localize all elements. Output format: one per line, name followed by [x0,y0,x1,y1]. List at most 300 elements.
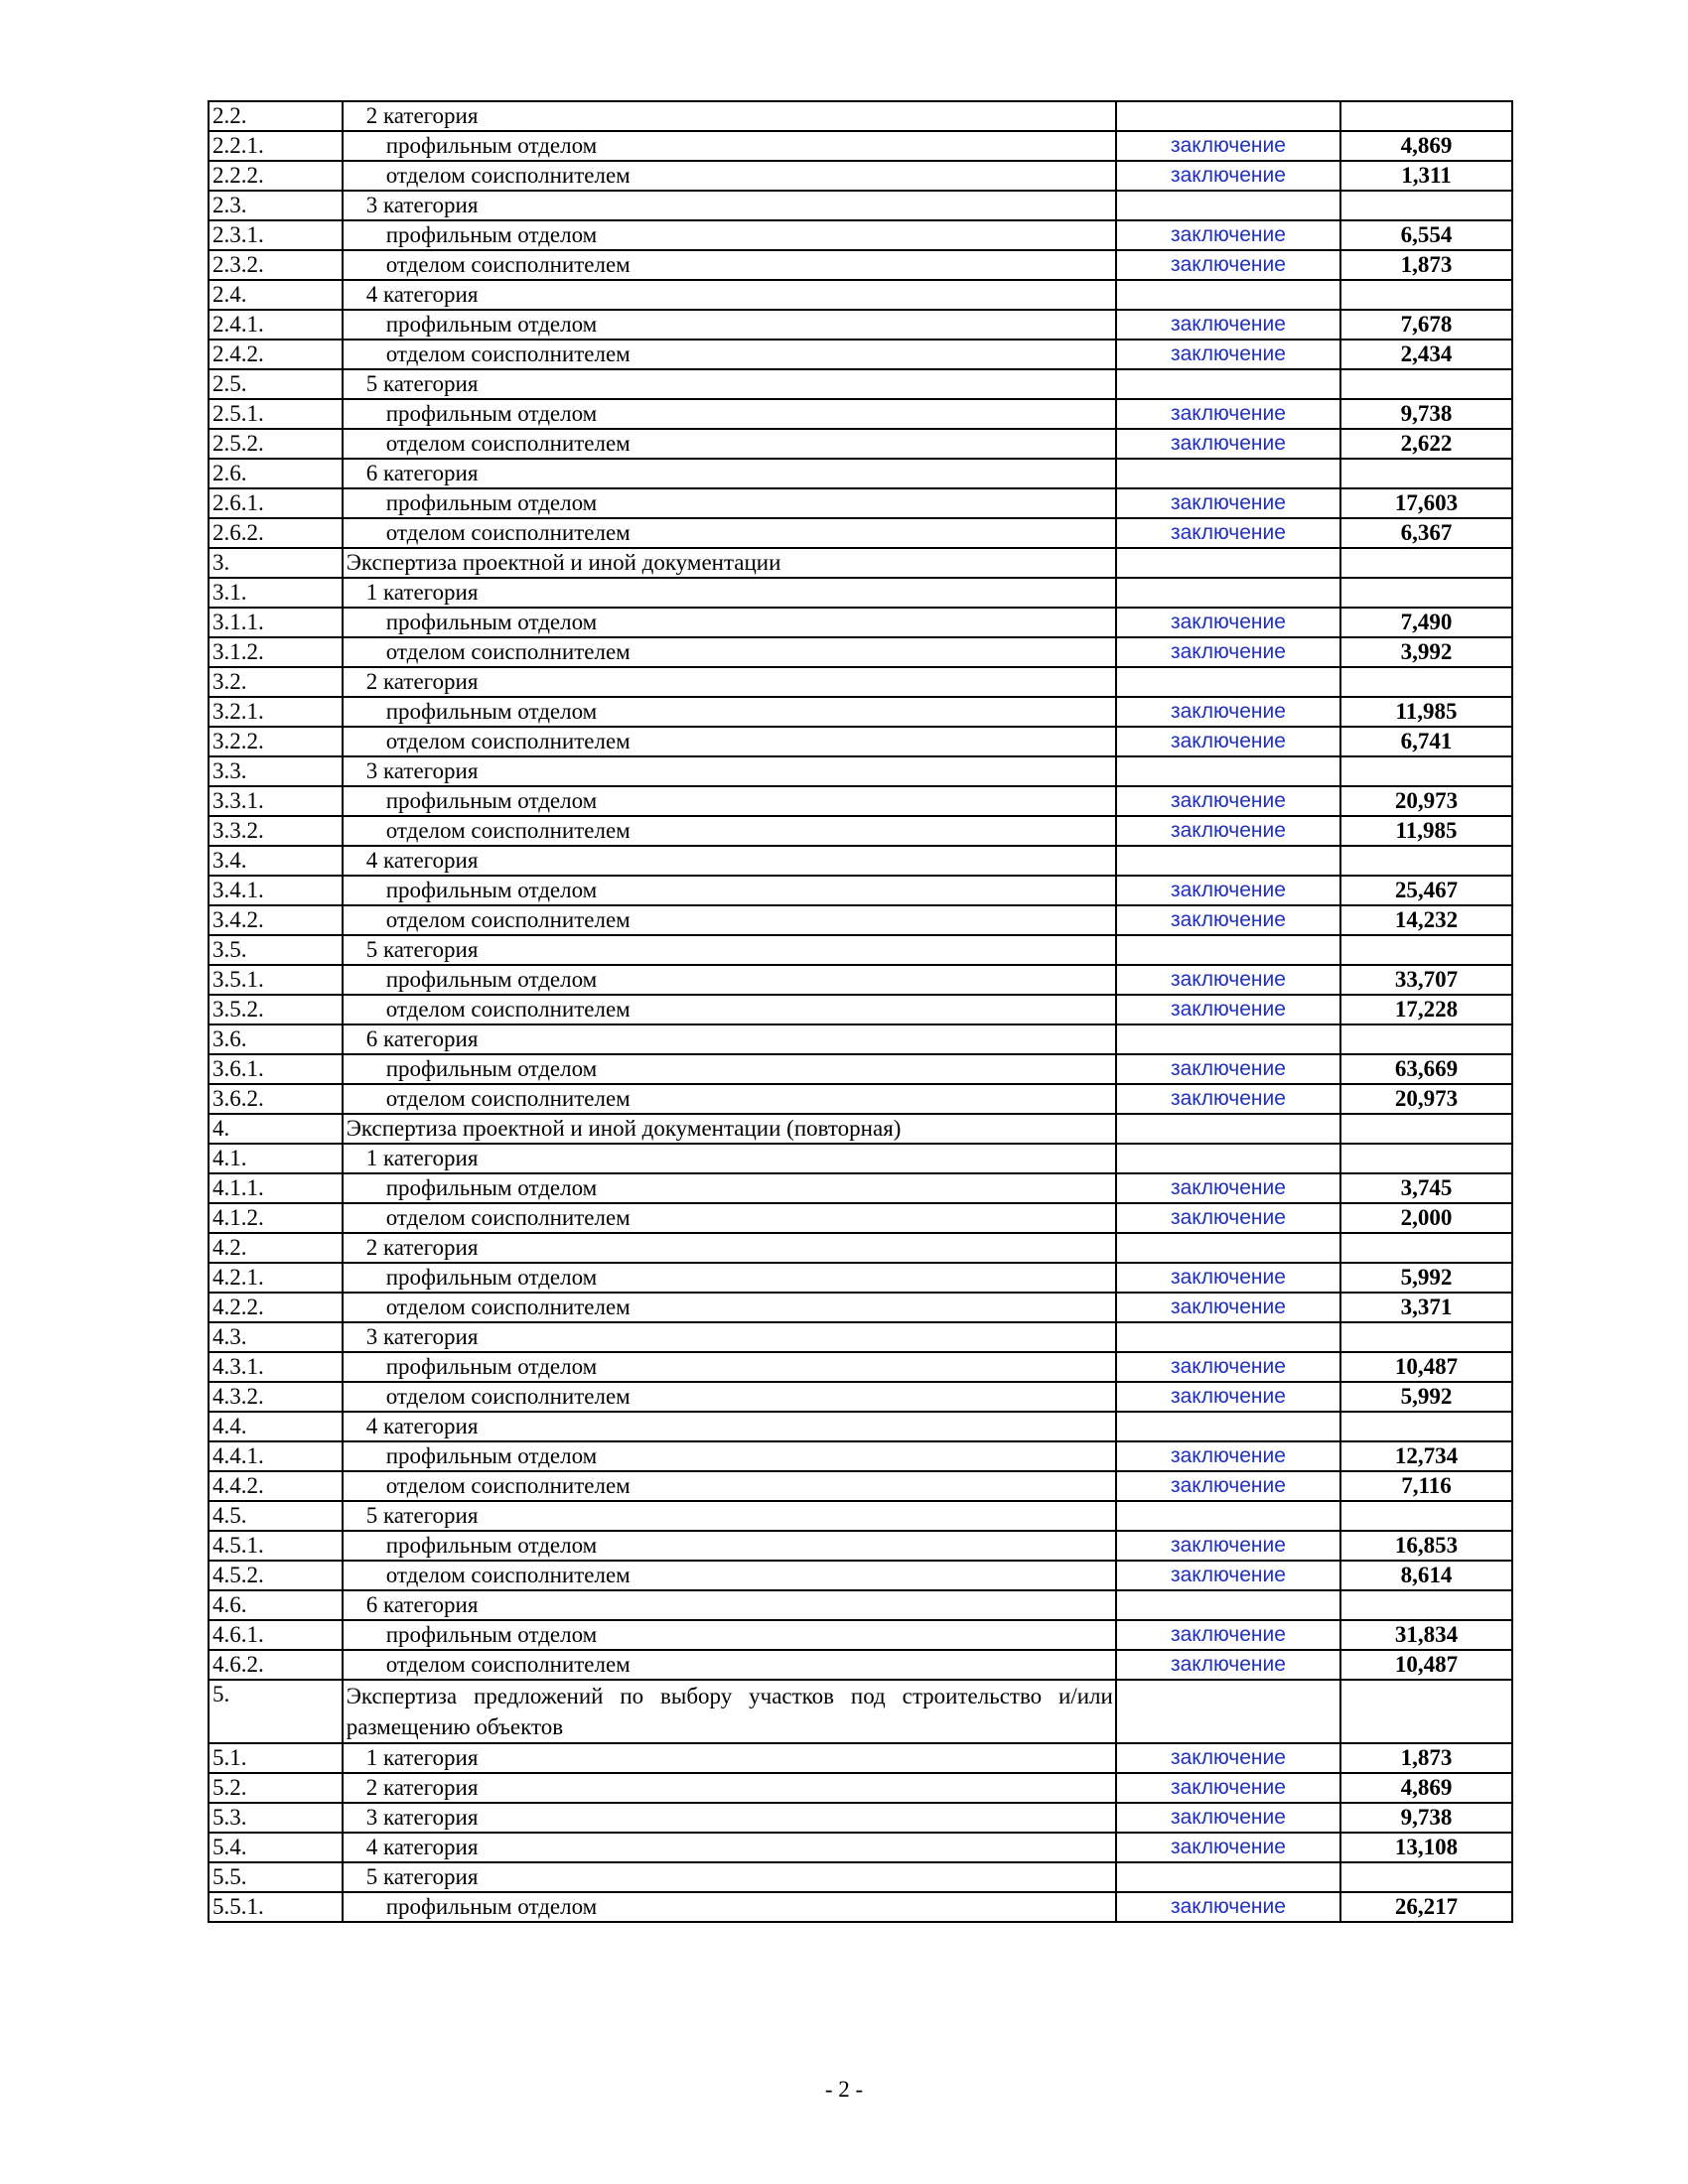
table-row [209,935,1512,965]
row-value [1340,667,1512,697]
row-unit [1116,578,1340,608]
row-unit: заключение [1116,727,1340,756]
row-description: профильным отделом [343,1892,1116,1922]
row-value: 10,487 [1340,1650,1512,1680]
row-number: 3.3. [209,756,343,786]
row-description: 2 категория [343,101,1116,131]
row-unit: заключение [1116,1441,1340,1471]
row-value [1340,1233,1512,1263]
row-unit [1116,1114,1340,1144]
row-unit [1116,1024,1340,1054]
row-unit: заключение [1116,786,1340,816]
row-description: профильным отделом [343,786,1116,816]
row-number: 2.5.1. [209,399,343,429]
row-description: отделом соисполнителем [343,250,1116,280]
table-row [209,1620,1512,1650]
table-row [209,727,1512,756]
row-number: 3.2. [209,667,343,697]
row-value: 31,834 [1340,1620,1512,1650]
table-row [209,220,1512,250]
row-value: 63,669 [1340,1054,1512,1084]
row-number: 2.3. [209,191,343,220]
table-row [209,1531,1512,1561]
row-value [1340,1114,1512,1144]
row-unit: заключение [1116,1054,1340,1084]
row-unit: заключение [1116,608,1340,637]
row-unit [1116,280,1340,310]
table-row [209,816,1512,846]
table-row [209,1084,1512,1114]
row-value: 7,116 [1340,1471,1512,1501]
row-description: 4 категория [343,846,1116,876]
table-row [209,667,1512,697]
row-description: профильным отделом [343,608,1116,637]
table-row [209,1024,1512,1054]
row-unit: заключение [1116,637,1340,667]
row-value: 20,973 [1340,786,1512,816]
row-value [1340,1862,1512,1892]
table-row [209,1590,1512,1620]
row-unit: заключение [1116,1203,1340,1233]
row-description: 6 категория [343,1024,1116,1054]
row-number: 4.2. [209,1233,343,1263]
row-number: 4.3.2. [209,1382,343,1412]
table-row [209,101,1512,131]
row-description: 4 категория [343,1412,1116,1441]
row-unit: заключение [1116,995,1340,1024]
table-row [209,846,1512,876]
row-number: 4.5.2. [209,1561,343,1590]
page-number: - 2 - [824,2077,864,2102]
row-unit: заключение [1116,1531,1340,1561]
row-description: 2 категория [343,1773,1116,1803]
row-description: 6 категория [343,1590,1116,1620]
row-number: 4.4.1. [209,1441,343,1471]
row-number: 4.3.1. [209,1352,343,1382]
row-number: 5.1. [209,1743,343,1773]
row-value: 5,992 [1340,1382,1512,1412]
row-value: 11,985 [1340,697,1512,727]
row-number: 3.6. [209,1024,343,1054]
table-row [209,1382,1512,1412]
row-value: 10,487 [1340,1352,1512,1382]
row-description: профильным отделом [343,1441,1116,1471]
row-description: 5 категория [343,369,1116,399]
row-description: профильным отделом [343,488,1116,518]
table-row [209,488,1512,518]
row-value: 1,311 [1340,161,1512,191]
row-description: отделом соисполнителем [343,1084,1116,1114]
row-description: отделом соисполнителем [343,429,1116,459]
row-value [1340,459,1512,488]
row-description: профильным отделом [343,1620,1116,1650]
row-unit: заключение [1116,1084,1340,1114]
row-value: 7,678 [1340,310,1512,340]
row-unit: заключение [1116,1803,1340,1833]
table-row [209,1233,1512,1263]
row-number: 4.1. [209,1144,343,1173]
row-description: отделом соисполнителем [343,1382,1116,1412]
row-description: профильным отделом [343,220,1116,250]
row-number: 4.4. [209,1412,343,1441]
row-unit [1116,846,1340,876]
table-row [209,161,1512,191]
row-description: отделом соисполнителем [343,1650,1116,1680]
table-row [209,756,1512,786]
row-value: 3,371 [1340,1293,1512,1322]
row-number: 4.5. [209,1501,343,1531]
table-row [209,1862,1512,1892]
row-number: 2.4.1. [209,310,343,340]
row-number: 3.2.2. [209,727,343,756]
table-row [209,310,1512,340]
row-unit: заключение [1116,488,1340,518]
row-unit [1116,459,1340,488]
table-row [209,995,1512,1024]
row-number: 4.2.2. [209,1293,343,1322]
table-row [209,905,1512,935]
table-row [209,1144,1512,1173]
table-row [209,1173,1512,1203]
row-number: 3.3.1. [209,786,343,816]
row-value [1340,1144,1512,1173]
row-number: 3.1. [209,578,343,608]
row-description: профильным отделом [343,310,1116,340]
row-value: 4,869 [1340,1773,1512,1803]
table-row [209,578,1512,608]
row-unit [1116,1501,1340,1531]
table-row [209,965,1512,995]
row-number: 3.5. [209,935,343,965]
row-value: 4,869 [1340,131,1512,161]
row-unit [1116,667,1340,697]
row-description: отделом соисполнителем [343,1471,1116,1501]
row-unit [1116,1144,1340,1173]
tariff-table-body [209,101,1512,1922]
row-value: 9,738 [1340,399,1512,429]
row-number: 5.3. [209,1803,343,1833]
row-description: профильным отделом [343,965,1116,995]
row-unit: заключение [1116,1773,1340,1803]
row-description: Экспертиза проектной и иной документации (повторная) [343,1114,1116,1144]
row-value: 6,554 [1340,220,1512,250]
row-number: 3.4.2. [209,905,343,935]
row-value [1340,578,1512,608]
table-row [209,131,1512,161]
row-unit [1116,1322,1340,1352]
row-description: 4 категория [343,1833,1116,1862]
table-row [209,459,1512,488]
row-value: 6,367 [1340,518,1512,548]
row-number: 2.2.1. [209,131,343,161]
row-number: 3.4. [209,846,343,876]
row-unit: заключение [1116,310,1340,340]
row-number: 4.3. [209,1322,343,1352]
row-description: отделом соисполнителем [343,816,1116,846]
row-unit: заключение [1116,1892,1340,1922]
row-unit: заключение [1116,429,1340,459]
row-unit [1116,101,1340,131]
row-unit: заключение [1116,965,1340,995]
row-description: 5 категория [343,1862,1116,1892]
row-unit [1116,1233,1340,1263]
row-unit [1116,935,1340,965]
table-row [209,1680,1512,1743]
row-description: профильным отделом [343,1263,1116,1293]
row-description: 5 категория [343,935,1116,965]
row-number: 4.1.1. [209,1173,343,1203]
row-value [1340,846,1512,876]
row-description: 2 категория [343,667,1116,697]
row-unit: заключение [1116,220,1340,250]
row-description: 3 категория [343,191,1116,220]
row-value: 17,603 [1340,488,1512,518]
row-number: 2.3.1. [209,220,343,250]
table-row [209,399,1512,429]
row-value: 20,973 [1340,1084,1512,1114]
row-description: отделом соисполнителем [343,1561,1116,1590]
row-unit: заключение [1116,1743,1340,1773]
row-description: 1 категория [343,578,1116,608]
row-value [1340,1501,1512,1531]
table-row [209,637,1512,667]
row-number: 4.4.2. [209,1471,343,1501]
row-value: 7,490 [1340,608,1512,637]
row-number: 2.2. [209,101,343,131]
row-number: 2.4. [209,280,343,310]
row-unit [1116,548,1340,578]
row-unit: заключение [1116,1352,1340,1382]
row-value: 3,745 [1340,1173,1512,1203]
row-number: 2.3.2. [209,250,343,280]
row-description: Экспертиза предложений по выбору участков под строительство и/или размещению объектов [343,1680,1116,1743]
row-description: 3 категория [343,756,1116,786]
row-unit: заключение [1116,1173,1340,1203]
row-value: 2,434 [1340,340,1512,369]
row-number: 5.4. [209,1833,343,1862]
row-unit: заключение [1116,1620,1340,1650]
row-value [1340,1412,1512,1441]
row-unit [1116,1590,1340,1620]
table-row [209,1054,1512,1084]
row-number: 3.6.1. [209,1054,343,1084]
row-value: 26,217 [1340,1892,1512,1922]
row-description: отделом соисполнителем [343,1293,1116,1322]
row-description: 3 категория [343,1322,1116,1352]
row-unit: заключение [1116,905,1340,935]
table-row [209,1412,1512,1441]
row-number: 3.2.1. [209,697,343,727]
table-row [209,1833,1512,1862]
row-value [1340,1680,1512,1743]
row-number: 5.2. [209,1773,343,1803]
row-description: 2 категория [343,1233,1116,1263]
row-unit: заключение [1116,250,1340,280]
row-number: 4.6. [209,1590,343,1620]
row-value: 16,853 [1340,1531,1512,1561]
row-number: 3. [209,548,343,578]
table-row [209,548,1512,578]
table-row [209,1650,1512,1680]
row-description: 3 категория [343,1803,1116,1833]
row-value [1340,1024,1512,1054]
row-number: 3.5.1. [209,965,343,995]
row-value: 3,992 [1340,637,1512,667]
row-value [1340,935,1512,965]
row-number: 4. [209,1114,343,1144]
row-unit: заключение [1116,1293,1340,1322]
row-value: 2,622 [1340,429,1512,459]
row-unit [1116,1412,1340,1441]
row-description: 5 категория [343,1501,1116,1531]
row-description: Экспертиза проектной и иной документации [343,548,1116,578]
row-value: 1,873 [1340,250,1512,280]
row-unit: заключение [1116,340,1340,369]
row-value: 33,707 [1340,965,1512,995]
row-number: 3.4.1. [209,876,343,905]
row-unit: заключение [1116,131,1340,161]
table-row [209,1743,1512,1773]
table-row [209,1293,1512,1322]
row-description: профильным отделом [343,131,1116,161]
row-unit: заключение [1116,1263,1340,1293]
row-description: отделом соисполнителем [343,995,1116,1024]
row-number: 4.5.1. [209,1531,343,1561]
table-row [209,786,1512,816]
row-value [1340,369,1512,399]
row-description: профильным отделом [343,399,1116,429]
row-number: 3.6.2. [209,1084,343,1114]
row-number: 2.6. [209,459,343,488]
row-description: отделом соисполнителем [343,340,1116,369]
row-number: 3.3.2. [209,816,343,846]
table-row [209,1322,1512,1352]
row-description: 1 категория [343,1144,1116,1173]
row-value: 8,614 [1340,1561,1512,1590]
row-description: 4 категория [343,280,1116,310]
table-row [209,1441,1512,1471]
table-row [209,1773,1512,1803]
row-value: 9,738 [1340,1803,1512,1833]
row-value: 17,228 [1340,995,1512,1024]
row-unit: заключение [1116,1650,1340,1680]
row-value [1340,1322,1512,1352]
table-row [209,1803,1512,1833]
row-unit: заключение [1116,1561,1340,1590]
row-number: 2.5.2. [209,429,343,459]
row-description: отделом соисполнителем [343,637,1116,667]
row-value: 1,873 [1340,1743,1512,1773]
row-value: 25,467 [1340,876,1512,905]
row-value [1340,191,1512,220]
row-number: 4.2.1. [209,1263,343,1293]
row-unit: заключение [1116,816,1340,846]
row-unit [1116,756,1340,786]
row-number: 4.6.2. [209,1650,343,1680]
row-description: отделом соисполнителем [343,161,1116,191]
table-row [209,429,1512,459]
row-value: 6,741 [1340,727,1512,756]
table-row [209,876,1512,905]
row-unit: заключение [1116,518,1340,548]
row-value [1340,1590,1512,1620]
row-unit: заключение [1116,161,1340,191]
row-number: 4.6.1. [209,1620,343,1650]
tariff-table [208,100,1513,1923]
row-description: отделом соисполнителем [343,1203,1116,1233]
table-row [209,280,1512,310]
table-row [209,1561,1512,1590]
row-number: 5.5.1. [209,1892,343,1922]
table-row [209,608,1512,637]
row-unit [1116,191,1340,220]
row-description: профильным отделом [343,1173,1116,1203]
row-unit [1116,1862,1340,1892]
table-row [209,1352,1512,1382]
row-description: профильным отделом [343,876,1116,905]
row-number: 2.6.2. [209,518,343,548]
row-value [1340,548,1512,578]
row-number: 3.1.2. [209,637,343,667]
row-description: отделом соисполнителем [343,727,1116,756]
row-value: 12,734 [1340,1441,1512,1471]
row-unit: заключение [1116,399,1340,429]
table-row [209,250,1512,280]
row-value [1340,101,1512,131]
row-unit: заключение [1116,697,1340,727]
table-row [209,1892,1512,1922]
row-description: профильным отделом [343,1352,1116,1382]
table-row [209,518,1512,548]
row-description: отделом соисполнителем [343,518,1116,548]
row-unit: заключение [1116,1833,1340,1862]
row-value: 13,108 [1340,1833,1512,1862]
row-unit: заключение [1116,876,1340,905]
row-number: 2.5. [209,369,343,399]
table-row [209,1471,1512,1501]
row-value: 14,232 [1340,905,1512,935]
table-row [209,1501,1512,1531]
row-value: 2,000 [1340,1203,1512,1233]
row-number: 4.1.2. [209,1203,343,1233]
row-value: 11,985 [1340,816,1512,846]
row-unit [1116,1680,1340,1743]
row-description: отделом соисполнителем [343,905,1116,935]
table-row [209,697,1512,727]
row-description: профильным отделом [343,697,1116,727]
row-number: 3.1.1. [209,608,343,637]
table-row [209,191,1512,220]
row-description: 1 категория [343,1743,1116,1773]
row-unit [1116,369,1340,399]
row-number: 2.4.2. [209,340,343,369]
row-description: профильным отделом [343,1054,1116,1084]
table-row [209,340,1512,369]
row-unit: заключение [1116,1471,1340,1501]
row-value [1340,756,1512,786]
row-value: 5,992 [1340,1263,1512,1293]
row-number: 3.5.2. [209,995,343,1024]
table-row [209,369,1512,399]
row-value [1340,280,1512,310]
row-number: 5.5. [209,1862,343,1892]
row-unit: заключение [1116,1382,1340,1412]
row-description: 6 категория [343,459,1116,488]
row-description: профильным отделом [343,1531,1116,1561]
row-number: 2.6.1. [209,488,343,518]
table-row [209,1263,1512,1293]
table-row [209,1203,1512,1233]
